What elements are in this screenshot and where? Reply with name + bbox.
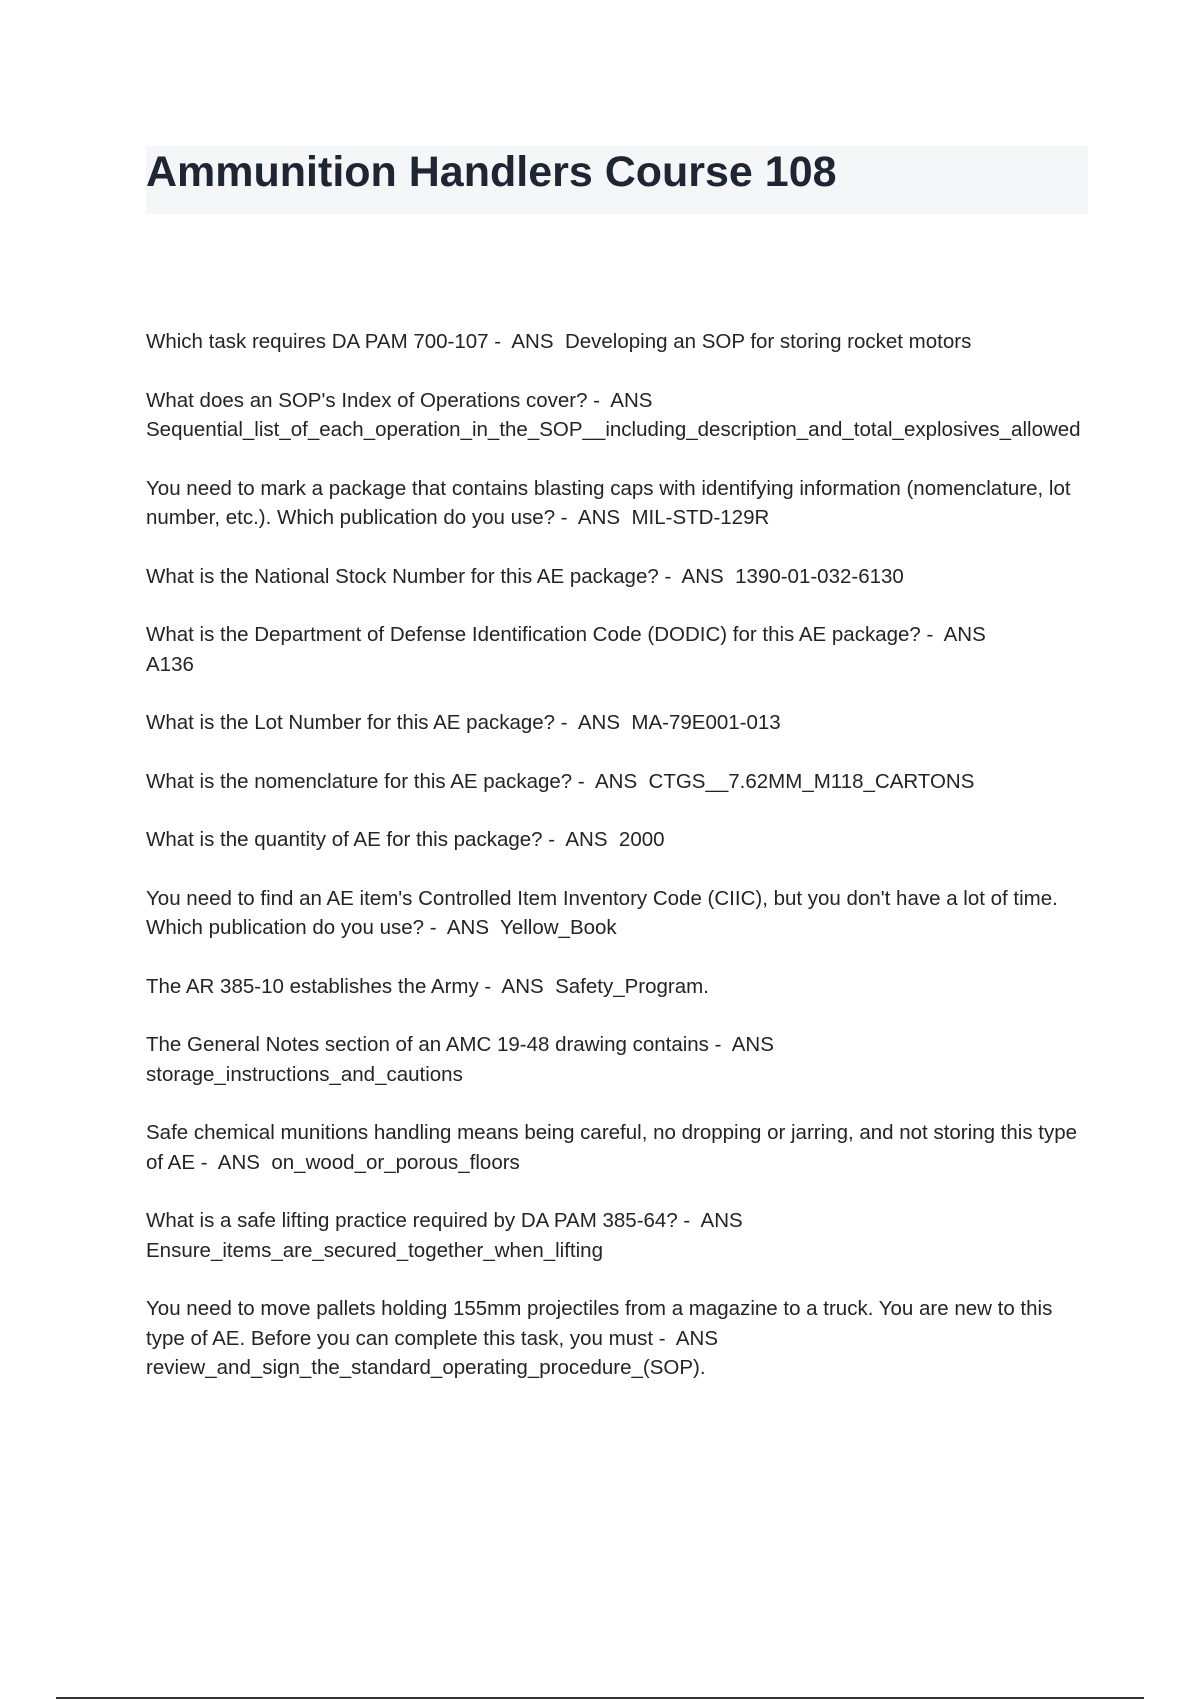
question-text: What is the National Stock Number for this AE package? -	[146, 564, 672, 588]
question-text: You need to find an AE item's Controlled Item Inventory Code (CIIC), but you don't have a lot of time. Which publication do you use? -	[146, 886, 1058, 939]
answer-marker: ANS	[681, 564, 724, 588]
question-text: What does an SOP's Index of Operations cover? -	[146, 388, 601, 412]
question-text: The General Notes section of an AMC 19-48 drawing contains -	[146, 1033, 722, 1056]
answer-text: on_wood_or_porous_floors	[271, 1150, 520, 1174]
answer-text: Developing an SOP for storing rocket motors	[564, 330, 972, 353]
answer-text: MIL-STD-129R	[631, 506, 770, 529]
question-text: Which task requires DA PAM 700-107 -	[146, 330, 502, 353]
answer-marker: ANS	[610, 388, 653, 412]
qa-item	[146, 386, 1090, 445]
answer-text: review_and_sign_the_standard_operating_procedure_(SOP).	[146, 1356, 706, 1379]
question-text: Safe chemical munitions handling means being careful, no dropping or jarring, and not storing this type of AE -	[146, 1121, 1078, 1174]
qa-item	[146, 972, 1090, 1002]
answer-text: 1390-01-032-6130	[735, 564, 904, 588]
qa-item	[146, 884, 1090, 943]
answer-text: Safety_Program.	[555, 974, 709, 998]
qa-item	[146, 708, 1090, 738]
qa-item	[146, 825, 1090, 855]
answer-text: MA-79E001-013	[631, 711, 781, 734]
question-text: What is the nomenclature for this AE package? -	[146, 769, 585, 793]
answer-marker: ANS	[700, 1209, 743, 1232]
answer-text: A136	[146, 652, 194, 676]
qa-item	[146, 620, 1090, 679]
answer-marker: ANS	[577, 711, 621, 734]
answer-marker: ANS	[943, 623, 986, 646]
answer-text: storage_instructions_and_cautions	[146, 1062, 463, 1086]
question-text: What is a safe lifting practice required by DA PAM 385-64? -	[146, 1209, 691, 1232]
answer-marker: ANS	[446, 916, 490, 939]
question-text: What is the Department of Defense Identification Code (DODIC) for this AE package? -	[146, 623, 934, 646]
qa-item	[146, 1118, 1090, 1177]
qa-item	[146, 1030, 1090, 1089]
question-text: You need to mark a package that contains blasting caps with identifying information (nomenclature, lot number, etc.). Which publication do you use? -	[146, 476, 1071, 529]
answer-marker: ANS	[565, 828, 608, 851]
answer-text: 2000	[618, 828, 665, 851]
answer-marker: ANS	[675, 1326, 719, 1350]
question-text: What is the Lot Number for this AE package? -	[146, 711, 568, 734]
answer-marker: ANS	[594, 769, 638, 793]
qa-item	[146, 1294, 1090, 1383]
qa-list	[146, 327, 1090, 1412]
answer-text: Sequential_list_of_each_operation_in_the_SOP__including_description_and_total_explosives_allowed	[146, 418, 1081, 441]
footer-rule	[56, 1697, 1144, 1699]
answer-marker: ANS	[501, 974, 544, 998]
qa-item	[146, 562, 1090, 592]
qa-item	[146, 474, 1090, 533]
question-text: The AR 385-10 establishes the Army -	[146, 974, 492, 998]
question-text: You need to move pallets holding 155mm projectiles from a magazine to a truck. You are new to this type of AE. Before you can complete this task, you must -	[146, 1297, 1053, 1350]
qa-item	[146, 1206, 1090, 1265]
answer-marker: ANS	[731, 1033, 774, 1056]
answer-marker: ANS	[217, 1150, 260, 1174]
answer-text: Ensure_items_are_secured_together_when_lifting	[146, 1238, 603, 1262]
qa-item	[146, 327, 1090, 357]
question-text: What is the quantity of AE for this package? -	[146, 828, 556, 851]
answer-text: CTGS__7.62MM_M118_CARTONS	[648, 769, 975, 793]
qa-item	[146, 767, 1090, 797]
answer-marker: ANS	[511, 330, 554, 353]
answer-marker: ANS	[577, 506, 621, 529]
answer-text: Yellow_Book	[500, 916, 617, 939]
page-title: Ammunition Handlers Course 108	[146, 148, 837, 196]
